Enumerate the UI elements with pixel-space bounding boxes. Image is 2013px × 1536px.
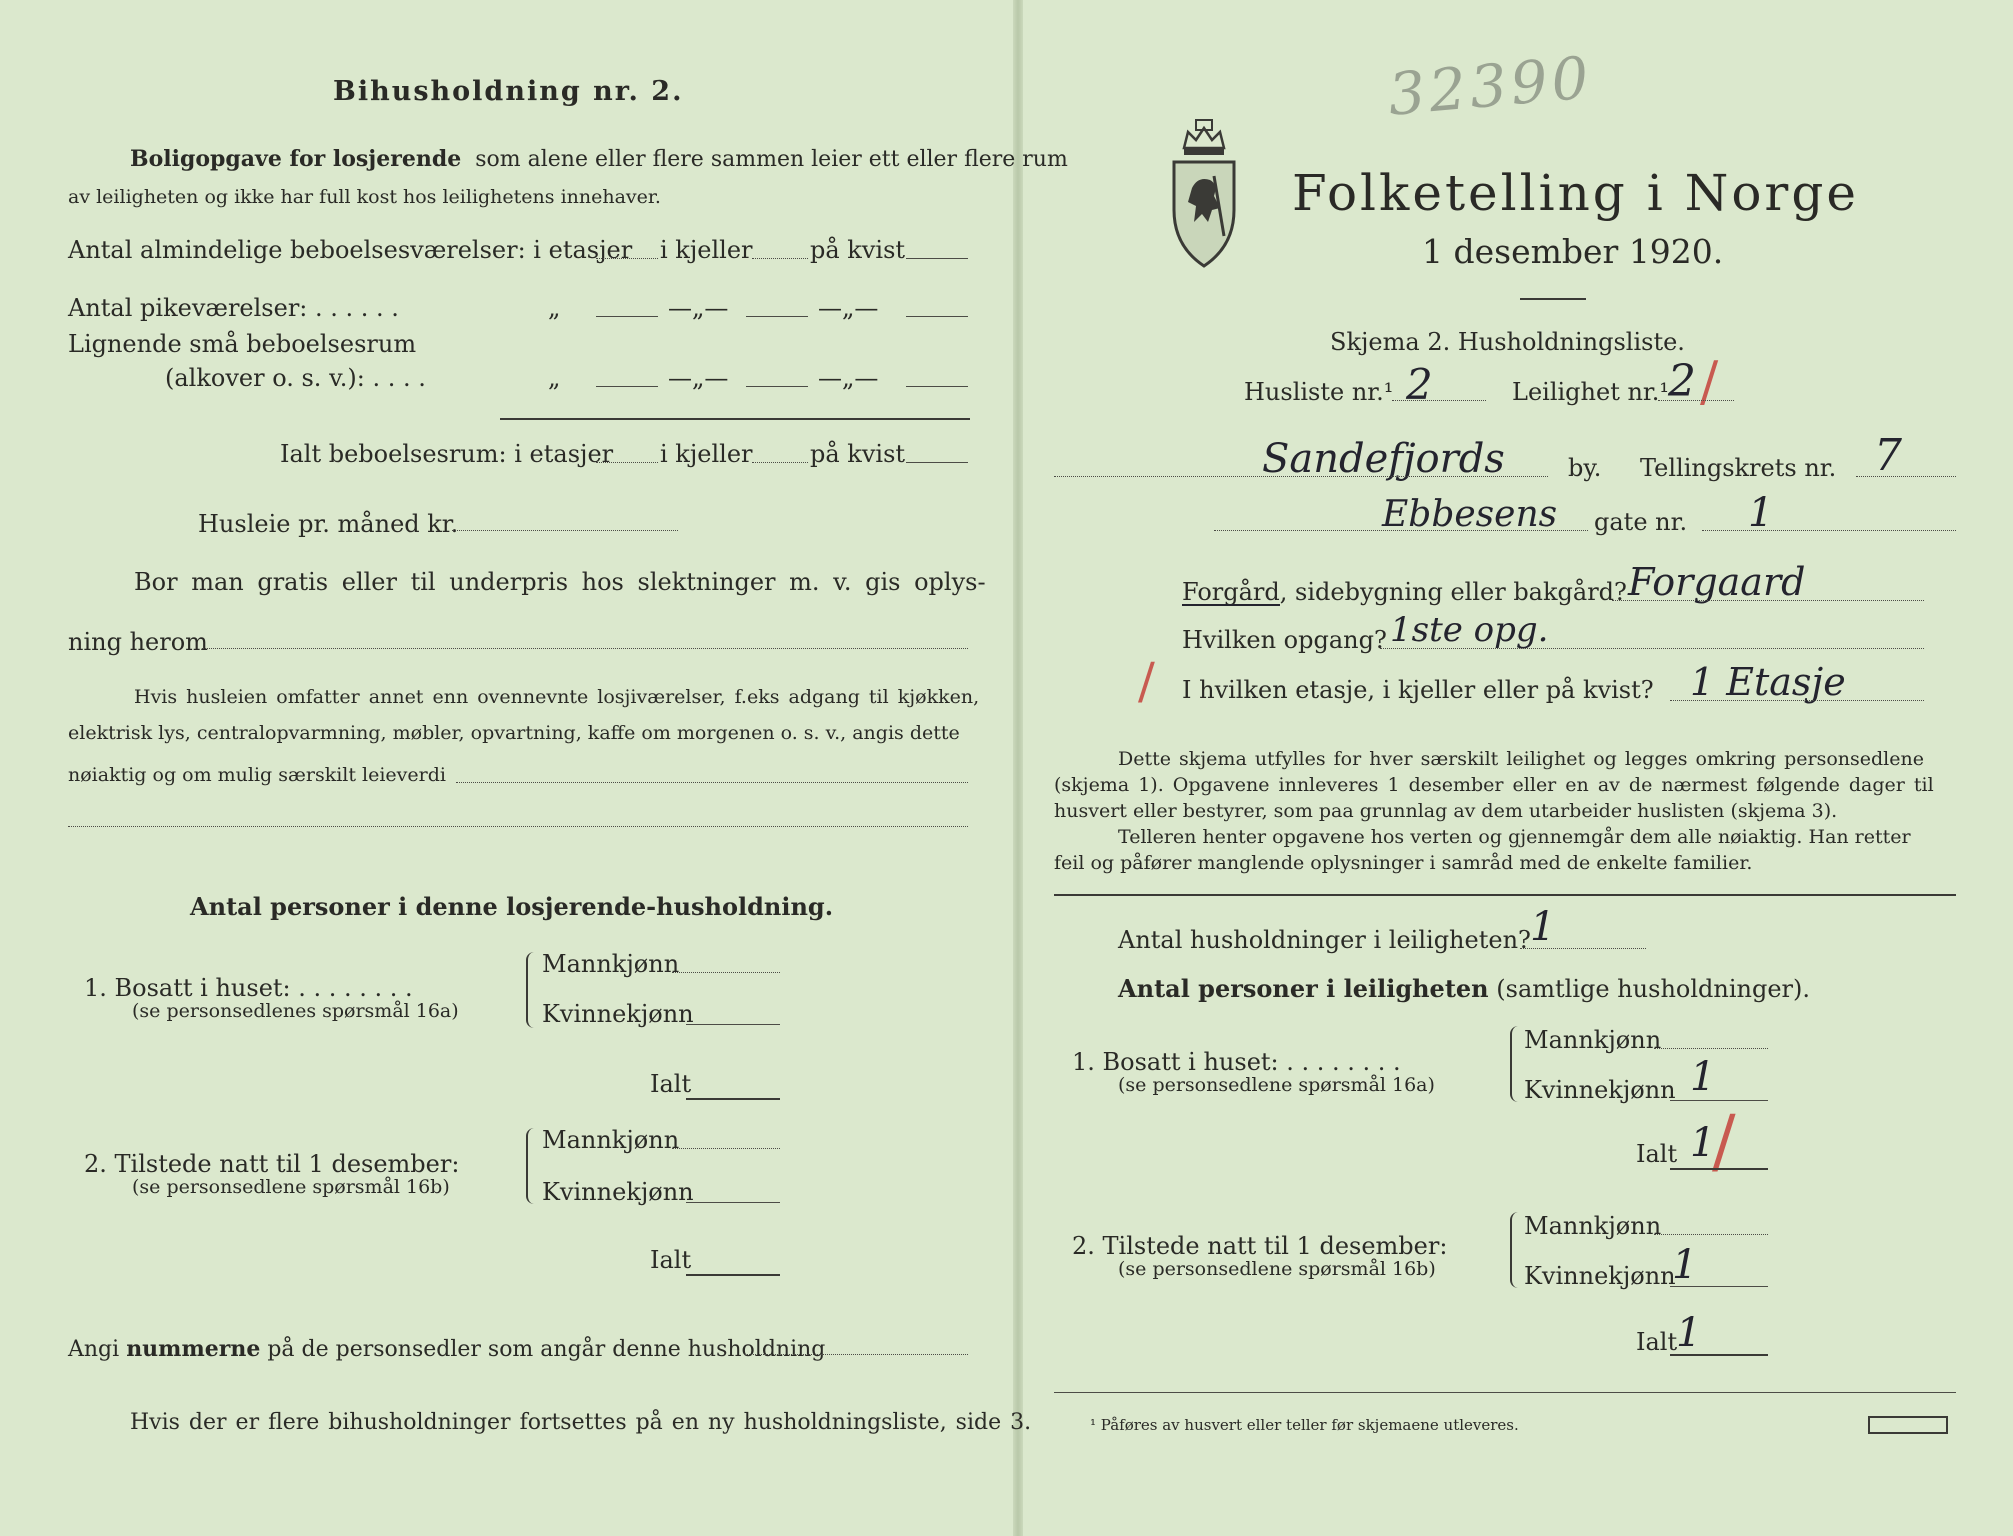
husleie-field[interactable] <box>452 530 678 531</box>
opgang-field <box>1380 648 1924 649</box>
right-q2-ialt-label: Ialt <box>1636 1328 1678 1356</box>
intro-line2: av leiligheten og ikke har full kost hos leilighetens innehaver. <box>68 186 661 208</box>
norway-coat-of-arms-icon <box>1168 118 1240 270</box>
instruction-line1: Dette skjema utfylles for hver særskilt leilighet og legges omkring personsedlene <box>1118 748 1924 770</box>
left-q1-mann-label: Mannkjønn <box>542 950 680 978</box>
angi-field[interactable] <box>744 1354 968 1355</box>
instruction-line5: feil og påfører manglende oplysninger i samråd med de enkelte familier. <box>1054 852 1753 874</box>
left-q1-brace <box>526 952 538 1028</box>
left-q2-mann-field[interactable] <box>672 1148 780 1149</box>
left-q1-mann-field[interactable] <box>672 972 780 973</box>
gate-label: gate nr. <box>1594 508 1688 536</box>
tellingskrets-field <box>1856 476 1956 477</box>
by-label: by. <box>1568 454 1602 482</box>
leilighet-value[interactable]: 2 <box>1668 356 1696 407</box>
pike-etasjer-field[interactable] <box>596 316 658 317</box>
footnote-rule <box>1054 1392 1956 1393</box>
right-q2-ialt-value[interactable]: 1 <box>1676 1310 1702 1356</box>
etasje-field <box>1670 700 1924 701</box>
left-q2-ialt-label: Ialt <box>650 1246 692 1274</box>
right-q2-sub: (se personsedlene spørsmål 16b) <box>1118 1258 1436 1280</box>
husliste-field <box>1392 400 1486 401</box>
alkover-label: (alkover o. s. v.): . . . . <box>165 364 426 392</box>
antal-hush-value[interactable]: 1 <box>1530 904 1556 950</box>
left-q2-label: 2. Tilstede natt til 1 desember: <box>84 1150 460 1178</box>
right-q1-mann-label: Mannkjønn <box>1524 1026 1662 1054</box>
angi-line: Angi nummerne på de personsedler som angår denne husholdning <box>68 1336 826 1362</box>
form-date: 1 desember 1920. <box>1422 232 1724 271</box>
ialt-kvist-label: på kvist <box>810 440 906 468</box>
title-rule <box>1520 298 1586 300</box>
kjeller-label: i kjeller <box>660 236 753 264</box>
left-q2-kvinne-field[interactable] <box>686 1202 780 1203</box>
right-q2-mann-field[interactable] <box>1654 1234 1768 1235</box>
stamp-number: 32390 <box>1385 43 1596 129</box>
pike-kjeller-field[interactable] <box>746 316 808 317</box>
leilighet-field <box>1658 400 1734 401</box>
pike-label: Antal pikeværelser: . . . . . . <box>68 294 399 322</box>
gate-field <box>1214 530 1588 531</box>
kvist-label: på kvist <box>810 236 906 264</box>
gratis-line2: ning herom <box>68 628 208 656</box>
right-q2-kvinne-value[interactable]: 1 <box>1672 1242 1698 1288</box>
kjeller-field[interactable] <box>752 258 808 259</box>
hvis-line1: Hvis husleien omfatter annet enn ovennevnte losjiværelser, f.eks adgang til kjøkken, <box>134 686 980 708</box>
hvis-line2: elektrisk lys, centralopvarmning, møbler, opvartning, kaffe om morgenen o. s. v., angis dette <box>68 722 960 744</box>
husleie-label: Husleie pr. måned kr. <box>198 510 459 538</box>
left-q2-ialt-field[interactable] <box>686 1274 780 1276</box>
right-q2-ialt-field <box>1670 1354 1768 1356</box>
leilighet-label: Leilighet nr.¹ <box>1512 378 1670 406</box>
sum-rule <box>500 418 970 420</box>
forgaard-label: Forgård, sidebygning eller bakgård? <box>1182 578 1627 606</box>
by-value[interactable]: Sandefjords <box>1262 436 1505 482</box>
footnote: ¹ Påføres av husvert eller teller før skjemaene utleveres. <box>1090 1416 1519 1434</box>
ialt-kjeller-label: i kjeller <box>660 440 753 468</box>
form-title: Folketelling i Norge <box>1292 164 1859 222</box>
intro-line1: Boligopgave for losjerende som alene eller flere sammen leier ett eller flere rum <box>130 146 1068 172</box>
ialt-kjeller-field[interactable] <box>752 462 808 463</box>
pike-kvist-field[interactable] <box>906 316 968 317</box>
leieverdi-field[interactable] <box>456 782 968 783</box>
ditto-mark: „ <box>548 294 561 322</box>
opgang-label: Hvilken opgang? <box>1182 626 1387 654</box>
ditto-mark: —„— <box>668 294 729 322</box>
forgaard-field <box>1612 600 1924 601</box>
ditto-mark: —„— <box>818 294 879 322</box>
left-q1-kvinne-label: Kvinnekjønn <box>542 1000 694 1028</box>
right-q1-brace <box>1510 1026 1522 1102</box>
left-heading: Bihusholdning nr. 2. <box>333 76 684 107</box>
tellingskrets-label: Tellingskrets nr. <box>1640 454 1837 482</box>
instruction-rule <box>1054 894 1956 896</box>
instruction-line4: Telleren henter opgavene hos verten og gjennemgår dem alle nøiaktig. Han retter <box>1118 826 1911 848</box>
gratis-line1: Bor man gratis eller til underpris hos slektninger m. v. gis oplys- <box>134 568 986 596</box>
left-q1-ialt-label: Ialt <box>650 1070 692 1098</box>
instruction-line2: (skjema 1). Opgavene innleveres 1 desember eller en av de nærmest følgende dager til <box>1054 774 1934 796</box>
page-fold <box>1013 0 1023 1536</box>
right-q2-brace <box>1510 1212 1522 1288</box>
right-q1-kvinne-value[interactable]: 1 <box>1690 1054 1716 1100</box>
tellingskrets-value[interactable]: 7 <box>1874 430 1902 481</box>
left-q2-mann-label: Mannkjønn <box>542 1126 680 1154</box>
forgaard-underline <box>1182 604 1280 606</box>
husliste-value[interactable]: 2 <box>1406 360 1433 409</box>
ialt-kvist-field[interactable] <box>906 462 968 463</box>
flere-note: Hvis der er flere bihusholdninger fortsettes på en ny husholdningsliste, side 3. <box>130 1410 1032 1435</box>
right-q1-ialt-value[interactable]: 1 <box>1690 1120 1716 1166</box>
etasjer-field[interactable] <box>596 258 658 259</box>
left-q2-kvinne-label: Kvinnekjønn <box>542 1178 694 1206</box>
alkover-etasjer-field[interactable] <box>596 386 658 387</box>
by-field <box>1054 476 1548 477</box>
ditto-mark: —„— <box>668 364 729 392</box>
gate-nr-value[interactable]: 1 <box>1748 490 1774 536</box>
right-q1-ialt-field <box>1670 1168 1768 1170</box>
gratis-field[interactable] <box>202 648 968 649</box>
ialt-etasjer-field[interactable] <box>596 462 658 463</box>
printer-mark <box>1868 1416 1948 1434</box>
forgaard-value[interactable]: Forgaard <box>1628 560 1806 604</box>
gate-nr-field <box>1702 530 1956 531</box>
red-tick-mark: / <box>1138 652 1155 710</box>
instruction-line3: husvert eller bestyrer, som paa grunnlag av dem utarbeider huslisten (skjema 3). <box>1054 800 1838 822</box>
antal-hush-field <box>1520 948 1646 949</box>
gate-value[interactable]: Ebbesens <box>1382 494 1558 535</box>
right-q2-label: 2. Tilstede natt til 1 desember: <box>1072 1232 1448 1260</box>
antal-alm-label: Antal almindelige beboelsesværelser: i etasjer <box>68 236 633 264</box>
left-q2-brace <box>526 1128 538 1204</box>
left-q1-sub: (se personsedlenes spørsmål 16a) <box>132 1000 459 1022</box>
leieverdi-field-2[interactable] <box>68 826 968 827</box>
antal-personer-heading: Antal personer i denne losjerende-husholdning. <box>190 892 834 921</box>
antal-hush-label: Antal husholdninger i leiligheten? <box>1118 926 1531 954</box>
right-q2-kvinne-label: Kvinnekjønn <box>1524 1262 1676 1290</box>
right-q1-mann-field[interactable] <box>1654 1048 1768 1049</box>
ditto-mark: —„— <box>818 364 879 392</box>
lignende-label: Lignende små beboelsesrum <box>68 330 417 358</box>
right-q1-label: 1. Bosatt i huset: . . . . . . . . <box>1072 1048 1401 1076</box>
right-q1-kvinne-label: Kvinnekjønn <box>1524 1076 1676 1104</box>
husliste-label: Husliste nr.¹ <box>1244 378 1394 406</box>
ialt-beb-label: Ialt beboelsesrum: i etasjer <box>280 440 614 468</box>
antal-pers-line: Antal personer i leiligheten (samtlige husholdninger). <box>1118 974 1811 1003</box>
right-q2-mann-label: Mannkjønn <box>1524 1212 1662 1240</box>
red-cross-mark: / <box>1712 1100 1736 1182</box>
kvist-field[interactable] <box>906 258 968 259</box>
alkover-kvist-field[interactable] <box>906 386 968 387</box>
alkover-kjeller-field[interactable] <box>746 386 808 387</box>
left-q1-label: 1. Bosatt i huset: . . . . . . . . <box>84 974 413 1002</box>
etasje-label: I hvilken etasje, i kjeller eller på kvist? <box>1182 676 1654 704</box>
right-q1-sub: (se personsedlene spørsmål 16a) <box>1118 1074 1435 1096</box>
ditto-mark: „ <box>548 364 561 392</box>
etasje-value[interactable]: 1 Etasje <box>1690 660 1846 704</box>
left-q1-ialt-field[interactable] <box>686 1098 780 1100</box>
hvis-line3: nøiaktig og om mulig særskilt leieverdi <box>68 764 446 786</box>
opgang-value[interactable]: 1ste opg. <box>1390 610 1549 650</box>
red-check-mark: / <box>1700 350 1719 413</box>
right-q2-kvinne-field <box>1670 1286 1768 1287</box>
left-q2-sub: (se personsedlene spørsmål 16b) <box>132 1176 450 1198</box>
skjema-label: Skjema 2. Husholdningsliste. <box>1330 328 1685 356</box>
right-q1-ialt-label: Ialt <box>1636 1140 1678 1168</box>
left-q1-kvinne-field[interactable] <box>686 1024 780 1025</box>
